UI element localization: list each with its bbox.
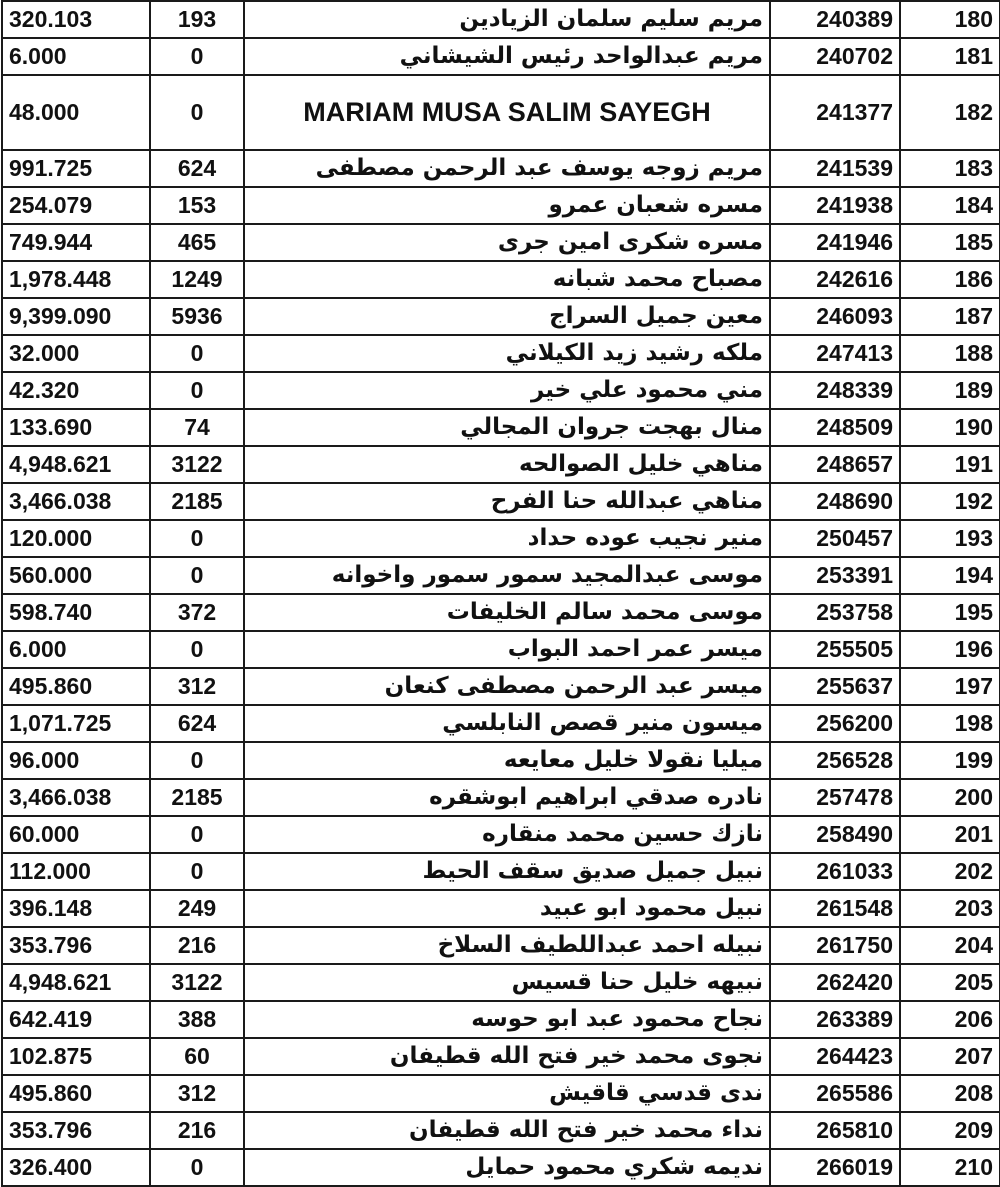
amount-cell: 3,466.038: [2, 779, 150, 816]
name-cell: نادره صدقي ابراهيم ابوشقره: [244, 779, 770, 816]
table-row: [2, 705, 1000, 742]
count-cell: 0: [150, 38, 244, 75]
table-row: [2, 853, 1000, 890]
amount-cell: 112.000: [2, 853, 150, 890]
amount-cell: 60.000: [2, 816, 150, 853]
seq-cell: 204: [900, 927, 1000, 964]
table-row: [2, 1149, 1000, 1186]
seq-cell: 189: [900, 372, 1000, 409]
name-cell: ندى قدسي قاقيش: [244, 1075, 770, 1112]
count-cell: 0: [150, 816, 244, 853]
amount-cell: 598.740: [2, 594, 150, 631]
table-row: [2, 1001, 1000, 1038]
name-cell: مناهي عبدالله حنا الفرح: [244, 483, 770, 520]
count-cell: 216: [150, 927, 244, 964]
count-cell: 312: [150, 668, 244, 705]
name-cell: نبيهه خليل حنا قسيس: [244, 964, 770, 1001]
id-cell: 247413: [770, 335, 900, 372]
table-row: [2, 483, 1000, 520]
amount-cell: 353.796: [2, 1112, 150, 1149]
amount-cell: 48.000: [2, 75, 150, 150]
id-cell: 262420: [770, 964, 900, 1001]
count-cell: 5936: [150, 298, 244, 335]
name-cell: موسى عبدالمجيد سمور سمور واخوانه: [244, 557, 770, 594]
table-row: [2, 668, 1000, 705]
seq-cell: 196: [900, 631, 1000, 668]
id-cell: 241938: [770, 187, 900, 224]
amount-cell: 42.320: [2, 372, 150, 409]
table-row: [2, 557, 1000, 594]
seq-cell: 182: [900, 75, 1000, 150]
table-row: [2, 890, 1000, 927]
amount-cell: 749.944: [2, 224, 150, 261]
seq-cell: 187: [900, 298, 1000, 335]
count-cell: 372: [150, 594, 244, 631]
name-cell: نجوى محمد خير فتح الله قطيفان: [244, 1038, 770, 1075]
seq-cell: 208: [900, 1075, 1000, 1112]
id-cell: 248657: [770, 446, 900, 483]
amount-cell: 320.103: [2, 1, 150, 38]
table-row: [2, 1075, 1000, 1112]
seq-cell: 181: [900, 38, 1000, 75]
id-cell: 261750: [770, 927, 900, 964]
table-row: [2, 446, 1000, 483]
name-cell: نبيل محمود ابو عبيد: [244, 890, 770, 927]
records-table-body: [2, 1, 1000, 1186]
seq-cell: 180: [900, 1, 1000, 38]
count-cell: 0: [150, 631, 244, 668]
seq-cell: 190: [900, 409, 1000, 446]
seq-cell: 184: [900, 187, 1000, 224]
seq-cell: 197: [900, 668, 1000, 705]
count-cell: 3122: [150, 964, 244, 1001]
table-row: [2, 779, 1000, 816]
seq-cell: 206: [900, 1001, 1000, 1038]
table-row: [2, 38, 1000, 75]
name-cell: مناهي خليل الصوالحه: [244, 446, 770, 483]
seq-cell: 198: [900, 705, 1000, 742]
amount-cell: 9,399.090: [2, 298, 150, 335]
name-cell: منير نجيب عوده حداد: [244, 520, 770, 557]
seq-cell: 188: [900, 335, 1000, 372]
name-cell: معين جميل السراج: [244, 298, 770, 335]
amount-cell: 120.000: [2, 520, 150, 557]
id-cell: 258490: [770, 816, 900, 853]
name-cell: ملكه رشيد زيد الكيلاني: [244, 335, 770, 372]
id-cell: 266019: [770, 1149, 900, 1186]
table-row: [2, 187, 1000, 224]
amount-cell: 133.690: [2, 409, 150, 446]
count-cell: 193: [150, 1, 244, 38]
seq-cell: 203: [900, 890, 1000, 927]
id-cell: 256200: [770, 705, 900, 742]
count-cell: 312: [150, 1075, 244, 1112]
amount-cell: 96.000: [2, 742, 150, 779]
seq-cell: 186: [900, 261, 1000, 298]
table-row: [2, 594, 1000, 631]
table-row: [2, 150, 1000, 187]
name-cell: مريم سليم سلمان الزيادين: [244, 1, 770, 38]
table-row: [2, 75, 1000, 150]
id-cell: 265810: [770, 1112, 900, 1149]
table-row: [2, 1, 1000, 38]
count-cell: 0: [150, 335, 244, 372]
count-cell: 0: [150, 520, 244, 557]
table-row: [2, 816, 1000, 853]
id-cell: 263389: [770, 1001, 900, 1038]
id-cell: 255505: [770, 631, 900, 668]
count-cell: 0: [150, 372, 244, 409]
id-cell: 261033: [770, 853, 900, 890]
count-cell: 216: [150, 1112, 244, 1149]
seq-cell: 195: [900, 594, 1000, 631]
seq-cell: 185: [900, 224, 1000, 261]
seq-cell: 199: [900, 742, 1000, 779]
seq-cell: 192: [900, 483, 1000, 520]
count-cell: 0: [150, 557, 244, 594]
amount-cell: 991.725: [2, 150, 150, 187]
amount-cell: 642.419: [2, 1001, 150, 1038]
id-cell: 240702: [770, 38, 900, 75]
count-cell: 60: [150, 1038, 244, 1075]
count-cell: 3122: [150, 446, 244, 483]
amount-cell: 1,978.448: [2, 261, 150, 298]
seq-cell: 209: [900, 1112, 1000, 1149]
amount-cell: 102.875: [2, 1038, 150, 1075]
records-table: [1, 0, 1000, 1187]
table-row: [2, 742, 1000, 779]
count-cell: 0: [150, 1149, 244, 1186]
id-cell: 256528: [770, 742, 900, 779]
id-cell: 253758: [770, 594, 900, 631]
count-cell: 388: [150, 1001, 244, 1038]
seq-cell: 201: [900, 816, 1000, 853]
count-cell: 153: [150, 187, 244, 224]
id-cell: 248690: [770, 483, 900, 520]
amount-cell: 326.400: [2, 1149, 150, 1186]
count-cell: 2185: [150, 779, 244, 816]
name-cell: ميليا نقولا خليل معايعه: [244, 742, 770, 779]
amount-cell: 495.860: [2, 1075, 150, 1112]
id-cell: 253391: [770, 557, 900, 594]
table-row: [2, 224, 1000, 261]
amount-cell: 254.079: [2, 187, 150, 224]
name-cell: نداء محمد خير فتح الله قطيفان: [244, 1112, 770, 1149]
name-cell: نجاح محمود عبد ابو حوسه: [244, 1001, 770, 1038]
seq-cell: 210: [900, 1149, 1000, 1186]
name-cell: ميسر عمر احمد البواب: [244, 631, 770, 668]
table-row: [2, 1038, 1000, 1075]
name-cell: MARIAM MUSA SALIM SAYEGH: [244, 75, 770, 150]
amount-cell: 4,948.621: [2, 446, 150, 483]
name-cell: مسره شعبان عمرو: [244, 187, 770, 224]
table-row: [2, 409, 1000, 446]
name-cell: نازك حسين محمد منقاره: [244, 816, 770, 853]
table-row: [2, 335, 1000, 372]
count-cell: 1249: [150, 261, 244, 298]
amount-cell: 353.796: [2, 927, 150, 964]
seq-cell: 205: [900, 964, 1000, 1001]
count-cell: 465: [150, 224, 244, 261]
amount-cell: 6.000: [2, 38, 150, 75]
name-cell: مريم زوجه يوسف عبد الرحمن مصطفى: [244, 150, 770, 187]
id-cell: 241377: [770, 75, 900, 150]
name-cell: ميسر عبد الرحمن مصطفى كنعان: [244, 668, 770, 705]
seq-cell: 202: [900, 853, 1000, 890]
id-cell: 248509: [770, 409, 900, 446]
table-row: [2, 631, 1000, 668]
id-cell: 241946: [770, 224, 900, 261]
name-cell: ميسون منير قصص النابلسي: [244, 705, 770, 742]
name-cell: منال بهجت جروان المجالي: [244, 409, 770, 446]
id-cell: 255637: [770, 668, 900, 705]
table-row: [2, 964, 1000, 1001]
amount-cell: 3,466.038: [2, 483, 150, 520]
seq-cell: 191: [900, 446, 1000, 483]
id-cell: 242616: [770, 261, 900, 298]
amount-cell: 560.000: [2, 557, 150, 594]
seq-cell: 207: [900, 1038, 1000, 1075]
name-cell: نديمه شكري محمود حمايل: [244, 1149, 770, 1186]
count-cell: 249: [150, 890, 244, 927]
table-row: [2, 927, 1000, 964]
count-cell: 0: [150, 75, 244, 150]
count-cell: 0: [150, 853, 244, 890]
name-cell: مريم عبدالواحد رئيس الشيشاني: [244, 38, 770, 75]
amount-cell: 1,071.725: [2, 705, 150, 742]
seq-cell: 183: [900, 150, 1000, 187]
id-cell: 261548: [770, 890, 900, 927]
amount-cell: 495.860: [2, 668, 150, 705]
count-cell: 74: [150, 409, 244, 446]
table-row: [2, 1112, 1000, 1149]
table-row: [2, 372, 1000, 409]
seq-cell: 200: [900, 779, 1000, 816]
name-cell: نبيله احمد عبداللطيف السلاخ: [244, 927, 770, 964]
table-row: [2, 261, 1000, 298]
table-row: [2, 298, 1000, 335]
seq-cell: 193: [900, 520, 1000, 557]
amount-cell: 396.148: [2, 890, 150, 927]
name-cell: مني محمود علي خير: [244, 372, 770, 409]
name-cell: نبيل جميل صديق سقف الحيط: [244, 853, 770, 890]
table-row: [2, 520, 1000, 557]
name-cell: موسى محمد سالم الخليفات: [244, 594, 770, 631]
name-cell: مسره شكرى امين جرى: [244, 224, 770, 261]
amount-cell: 4,948.621: [2, 964, 150, 1001]
count-cell: 624: [150, 150, 244, 187]
id-cell: 257478: [770, 779, 900, 816]
count-cell: 624: [150, 705, 244, 742]
amount-cell: 32.000: [2, 335, 150, 372]
id-cell: 265586: [770, 1075, 900, 1112]
id-cell: 240389: [770, 1, 900, 38]
name-cell: مصباح محمد شبانه: [244, 261, 770, 298]
id-cell: 246093: [770, 298, 900, 335]
count-cell: 0: [150, 742, 244, 779]
seq-cell: 194: [900, 557, 1000, 594]
amount-cell: 6.000: [2, 631, 150, 668]
id-cell: 241539: [770, 150, 900, 187]
id-cell: 250457: [770, 520, 900, 557]
count-cell: 2185: [150, 483, 244, 520]
id-cell: 248339: [770, 372, 900, 409]
id-cell: 264423: [770, 1038, 900, 1075]
